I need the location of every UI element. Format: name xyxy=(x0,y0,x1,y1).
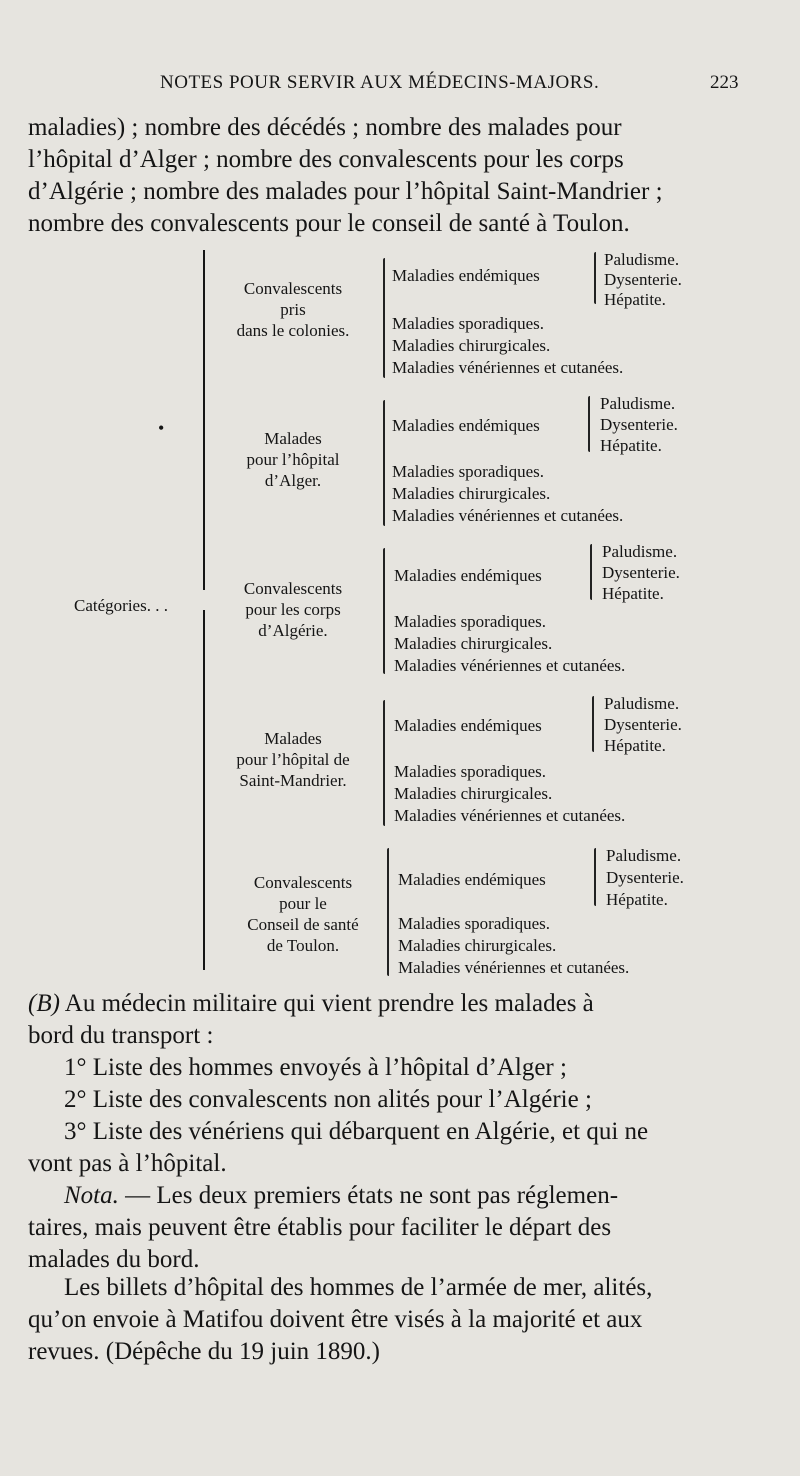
page-number: 223 xyxy=(710,72,739,93)
sub-item: Dysenterie. xyxy=(604,715,682,734)
text-line: qu’on envoie à Matifou doivent être visés à la majorité et aux xyxy=(28,1306,643,1333)
sub-item: Hépatite. xyxy=(604,290,666,309)
category-item: Maladies chirurgicales. xyxy=(392,484,551,503)
sub-item: Paludisme. xyxy=(604,694,680,713)
nota-label: Nota. xyxy=(64,1182,119,1209)
category-item: Maladies chirurgicales. xyxy=(398,936,557,955)
nota-paragraph xyxy=(28,1180,768,1276)
group-label: Convalescents pris dans le colonies. xyxy=(236,279,350,340)
sub-brace xyxy=(592,696,594,752)
category-item: Maladies vénériennes et cutanées. xyxy=(392,506,624,525)
category-item: Maladies sporadiques. xyxy=(394,762,547,781)
group-brace xyxy=(383,400,385,526)
text-line: revues. (Dépêche du 19 juin 1890.) xyxy=(28,1338,380,1365)
endemic-label: Maladies endémiques xyxy=(392,266,540,285)
text-line: (B) Au médecin militaire qui vient prendre les malades à xyxy=(28,990,594,1017)
bullet-mark: • xyxy=(158,418,165,438)
group-label: Convalescents pour le Conseil de santé de Toulon. xyxy=(247,873,359,955)
endemic-label: Maladies endémiques xyxy=(398,870,546,889)
sub-item: Dysenterie. xyxy=(606,868,684,887)
category-item: Maladies sporadiques. xyxy=(392,314,545,333)
category-item: Maladies vénériennes et cutanées. xyxy=(398,958,630,977)
list-item: 2° Liste des convalescents non alités pour l’Algérie ; xyxy=(64,1086,592,1113)
sub-item: Dysenterie. xyxy=(600,415,678,434)
final-paragraph xyxy=(28,1272,768,1368)
sub-item: Paludisme. xyxy=(602,542,678,561)
sub-item: Dysenterie. xyxy=(604,270,682,289)
text-line: nombre des convalescents pour le conseil de santé à Toulon. xyxy=(28,210,630,237)
section-marker: (B) xyxy=(28,990,60,1017)
sub-brace xyxy=(594,252,596,304)
text-line: taires, mais peuvent être établis pour faciliter le départ des xyxy=(28,1214,612,1241)
category-item: Maladies sporadiques. xyxy=(398,914,551,933)
text-line: malades du bord. xyxy=(28,1246,200,1273)
category-item: Maladies chirurgicales. xyxy=(394,634,553,653)
endemic-label: Maladies endémiques xyxy=(394,716,542,735)
category-item: Maladies vénériennes et cutanées. xyxy=(394,656,626,675)
group-label: Convalescents pour les corps d’Algérie. xyxy=(243,579,343,640)
group-brace xyxy=(383,548,385,674)
sub-item: Dysenterie. xyxy=(602,563,680,582)
sub-item: Paludisme. xyxy=(606,846,682,865)
text-line: vont pas à l’hôpital. xyxy=(28,1150,227,1177)
sub-brace xyxy=(594,848,596,906)
group-label: Malades pour l’hôpital d’Alger. xyxy=(246,429,340,490)
sub-brace xyxy=(588,396,590,452)
list-item: 3° Liste des vénériens qui débarquent en Algérie, et qui ne xyxy=(64,1118,649,1145)
group-label: Malades pour l’hôpital de Saint-Mandrier. xyxy=(236,729,350,790)
category-item: Maladies sporadiques. xyxy=(394,612,547,631)
sub-item: Hépatite. xyxy=(602,584,664,603)
main-brace-upper xyxy=(203,250,205,590)
endemic-label: Maladies endémiques xyxy=(394,566,542,585)
sub-item: Hépatite. xyxy=(606,890,668,909)
text-line: l’hôpital d’Alger ; nombre des convalescents pour les corps xyxy=(28,146,624,173)
sub-brace xyxy=(590,544,592,600)
categories-label: Catégories. . . xyxy=(74,596,168,615)
group-brace xyxy=(383,258,385,378)
text-line: maladies) ; nombre des décédés ; nombre des malades pour xyxy=(28,114,622,141)
text-line: Les billets d’hôpital des hommes de l’armée de mer, alités, xyxy=(64,1274,653,1301)
category-item: Maladies vénériennes et cutanées. xyxy=(392,358,624,377)
sub-item: Hépatite. xyxy=(604,736,666,755)
sub-item: Paludisme. xyxy=(600,394,676,413)
group-brace xyxy=(383,700,385,826)
text-line: d’Algérie ; nombre des malades pour l’hôpital Saint-Mandrier ; xyxy=(28,178,663,205)
sub-item: Paludisme. xyxy=(604,250,680,269)
sub-item: Hépatite. xyxy=(600,436,662,455)
category-item: Maladies chirurgicales. xyxy=(394,784,553,803)
category-item: Maladies sporadiques. xyxy=(392,462,545,481)
category-item: Maladies vénériennes et cutanées. xyxy=(394,806,626,825)
text-line: bord du transport : xyxy=(28,1022,214,1049)
text-line: Nota. — Les deux premiers états ne sont pas réglemen- xyxy=(64,1182,619,1209)
endemic-label: Maladies endémiques xyxy=(392,416,540,435)
section-b xyxy=(28,988,768,1180)
running-header: NOTES POUR SERVIR AUX MÉDECINS-MAJORS. xyxy=(160,72,600,93)
category-item: Maladies chirurgicales. xyxy=(392,336,551,355)
main-brace-lower xyxy=(203,610,205,970)
list-item: 1° Liste des hommes envoyés à l’hôpital d’Alger ; xyxy=(64,1054,567,1081)
group-brace xyxy=(387,848,389,976)
